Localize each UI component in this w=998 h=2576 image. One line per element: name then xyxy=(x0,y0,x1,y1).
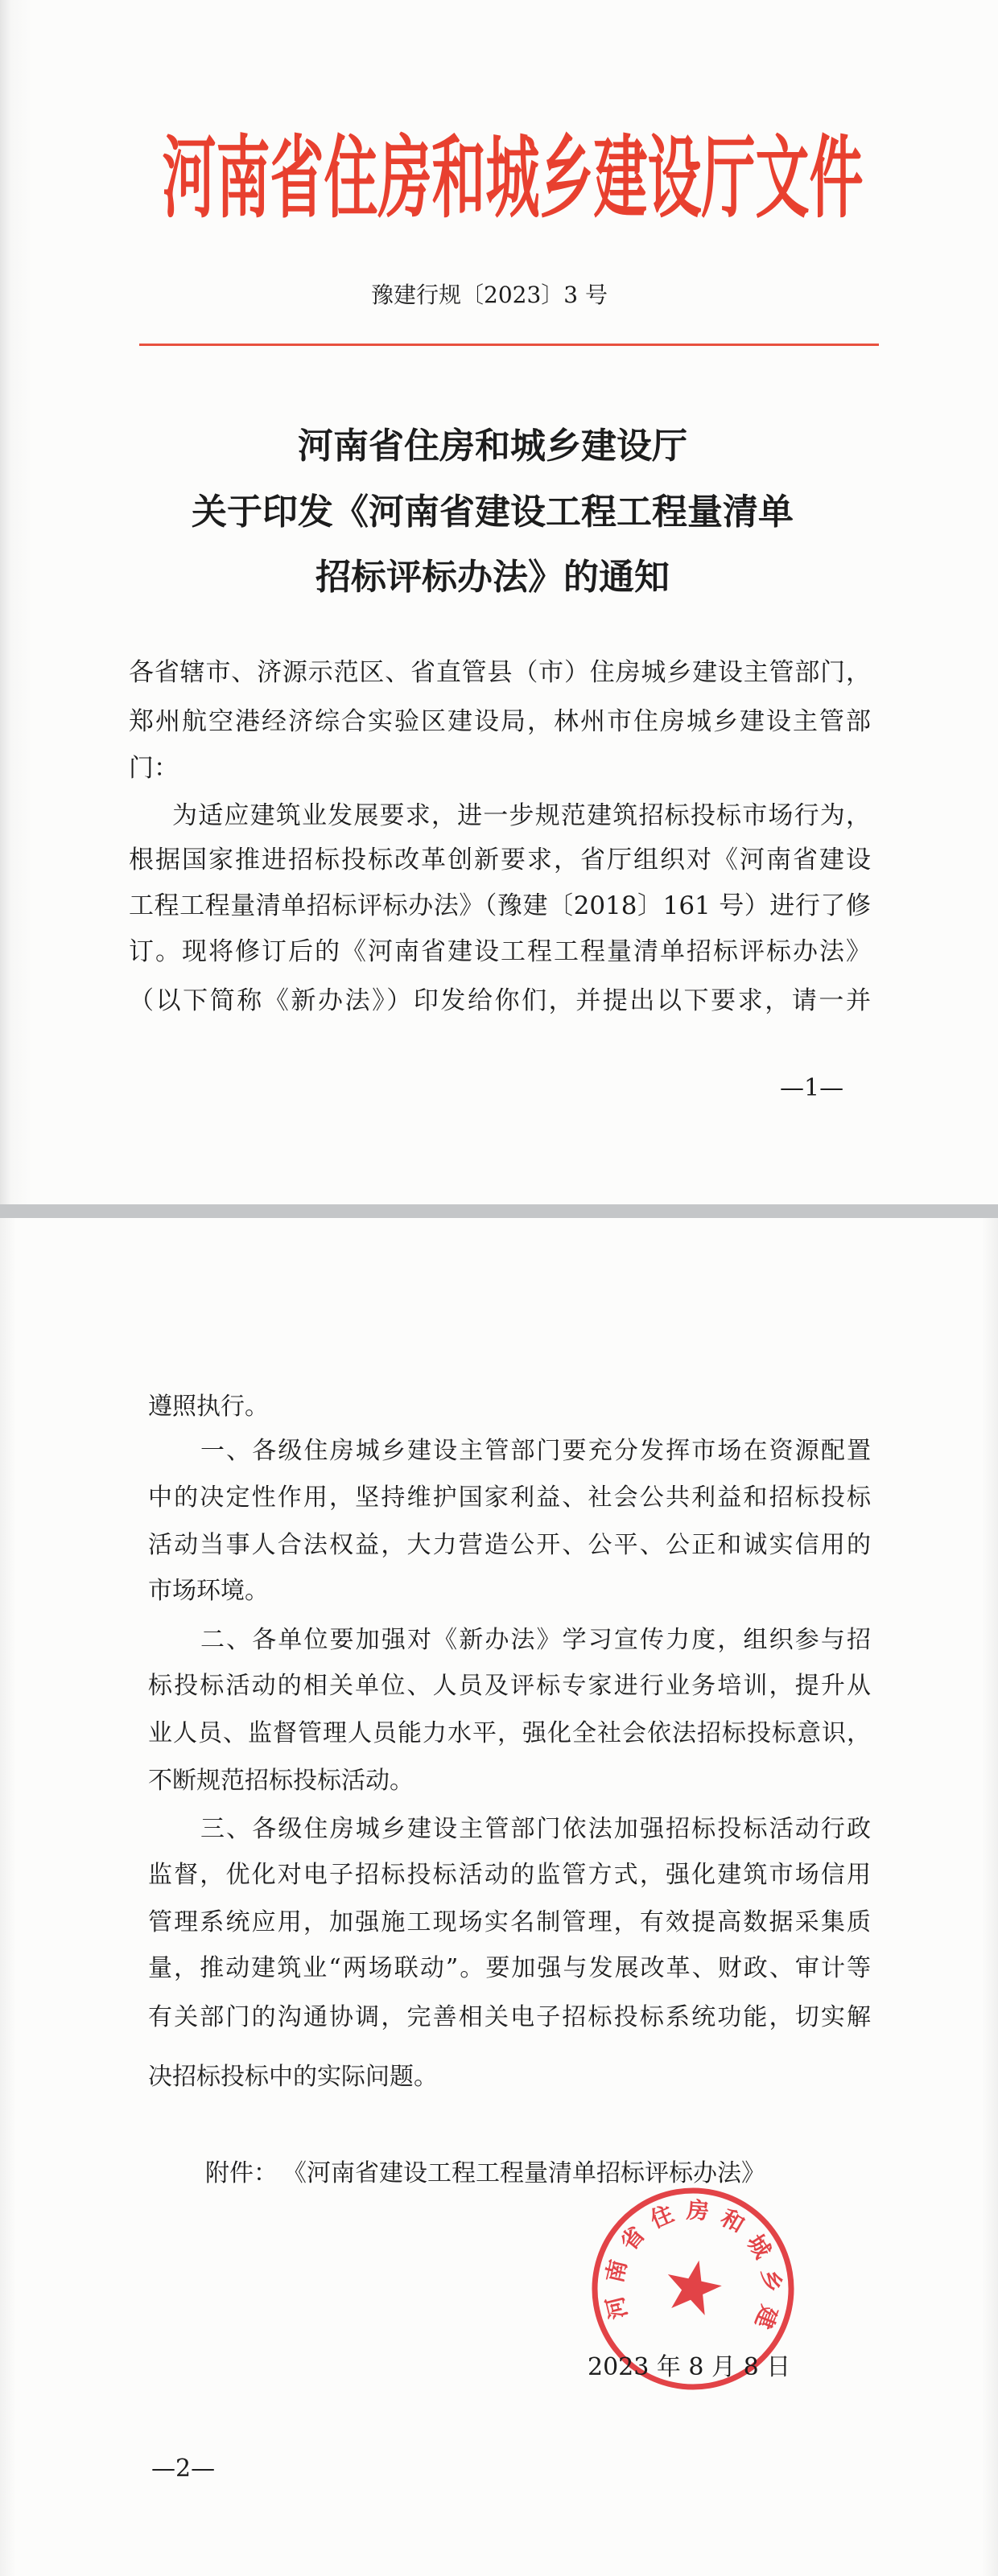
attachment-title: 《河南省建设工程工程量清单招标评标办法》 xyxy=(282,2159,765,2187)
body-line: 不断规范招标投标活动。 xyxy=(148,1767,414,1795)
body-line: 决招标投标中的实际问题。 xyxy=(148,2063,438,2091)
body-line: 监督，优化对电子招标投标活动的监管方式，强化建筑市场信用 xyxy=(148,1861,871,1889)
recipients-line: 郑州航空港经济综合实验区建设局，林州市住房城乡建设主管部 xyxy=(129,707,871,736)
body-line: 标投标活动的相关单位、人员及评标专家进行业务培训，提升从 xyxy=(148,1672,871,1700)
body-line: （以下简称《新办法》）印发给你们，并提出以下要求，请一并 xyxy=(129,986,871,1015)
body-line: 业人员、监督管理人员能力水平，强化全社会依法招标投标意识， xyxy=(148,1719,871,1747)
body-line: 为适应建筑业发展要求，进一步规范建筑招标投标市场行为， xyxy=(172,801,871,830)
body-line: 遵照执行。 xyxy=(148,1393,269,1421)
page-number: —2— xyxy=(151,2455,216,2483)
star-icon xyxy=(661,2255,725,2318)
seal-text-path: 河南省住房和城乡建设厅 xyxy=(600,2196,786,2333)
recipients-line: 门： xyxy=(129,754,179,783)
notice-title-line: 招标评标办法》的通知 xyxy=(315,557,670,598)
body-line: 二、各单位要加强对《新办法》学习宣传力度，组织参与招 xyxy=(200,1626,871,1654)
body-line: 一、各级住房城乡建设主管部门要充分发挥市场在资源配置 xyxy=(200,1437,871,1465)
body-line: 有关部门的沟通协调，完善相关电子招标投标系统功能，切实解 xyxy=(148,2003,871,2031)
body-line: 市场环境。 xyxy=(148,1577,269,1605)
page-number: —1— xyxy=(780,1074,844,1102)
body-line: 量，推动建筑业“两场联动”。要加强与发展改革、财政、审计等 xyxy=(148,1954,871,1982)
seal-text xyxy=(588,2184,798,2357)
notice-title-line: 关于印发《河南省建设工程工程量清单 xyxy=(192,492,794,533)
document-page-1 xyxy=(0,0,998,1204)
recipients-line: 各省辖市、济源示范区、省直管县（市）住房城乡建设主管部门， xyxy=(129,658,871,687)
notice-title-line: 河南省住房和城乡建设厅 xyxy=(298,426,687,467)
body-line: 根据国家推进招标投标改革创新要求，省厅组织对《河南省建设 xyxy=(129,846,871,874)
body-line: 活动当事人合法权益，大力营造公开、公平、公正和诚实信用的 xyxy=(148,1531,871,1559)
document-header-title: 河南省住房和城乡建设厅文件 xyxy=(162,125,864,230)
document-number: 豫建行规〔2023〕3 号 xyxy=(371,282,608,308)
body-line: 订。现将修订后的《河南省建设工程工程量清单招标评标办法》 xyxy=(129,937,871,966)
body-line: 工程工程量清单招标评标办法》（豫建〔2018〕161 号）进行了修 xyxy=(129,891,871,920)
issue-date: 2023 年 8 月 8 日 xyxy=(588,2353,791,2381)
document-page-2 xyxy=(0,1218,998,2576)
body-line: 管理系统应用，加强施工现场实名制管理，有效提高数据采集质 xyxy=(148,1908,871,1936)
body-line: 中的决定性作用，坚持维护国家利益、社会公共利益和招标投标 xyxy=(148,1483,871,1512)
header-red-rule xyxy=(139,344,879,346)
attachment-label: 附件： xyxy=(205,2159,278,2187)
body-line: 三、各级住房城乡建设主管部门依法加强招标投标活动行政 xyxy=(200,1815,871,1843)
